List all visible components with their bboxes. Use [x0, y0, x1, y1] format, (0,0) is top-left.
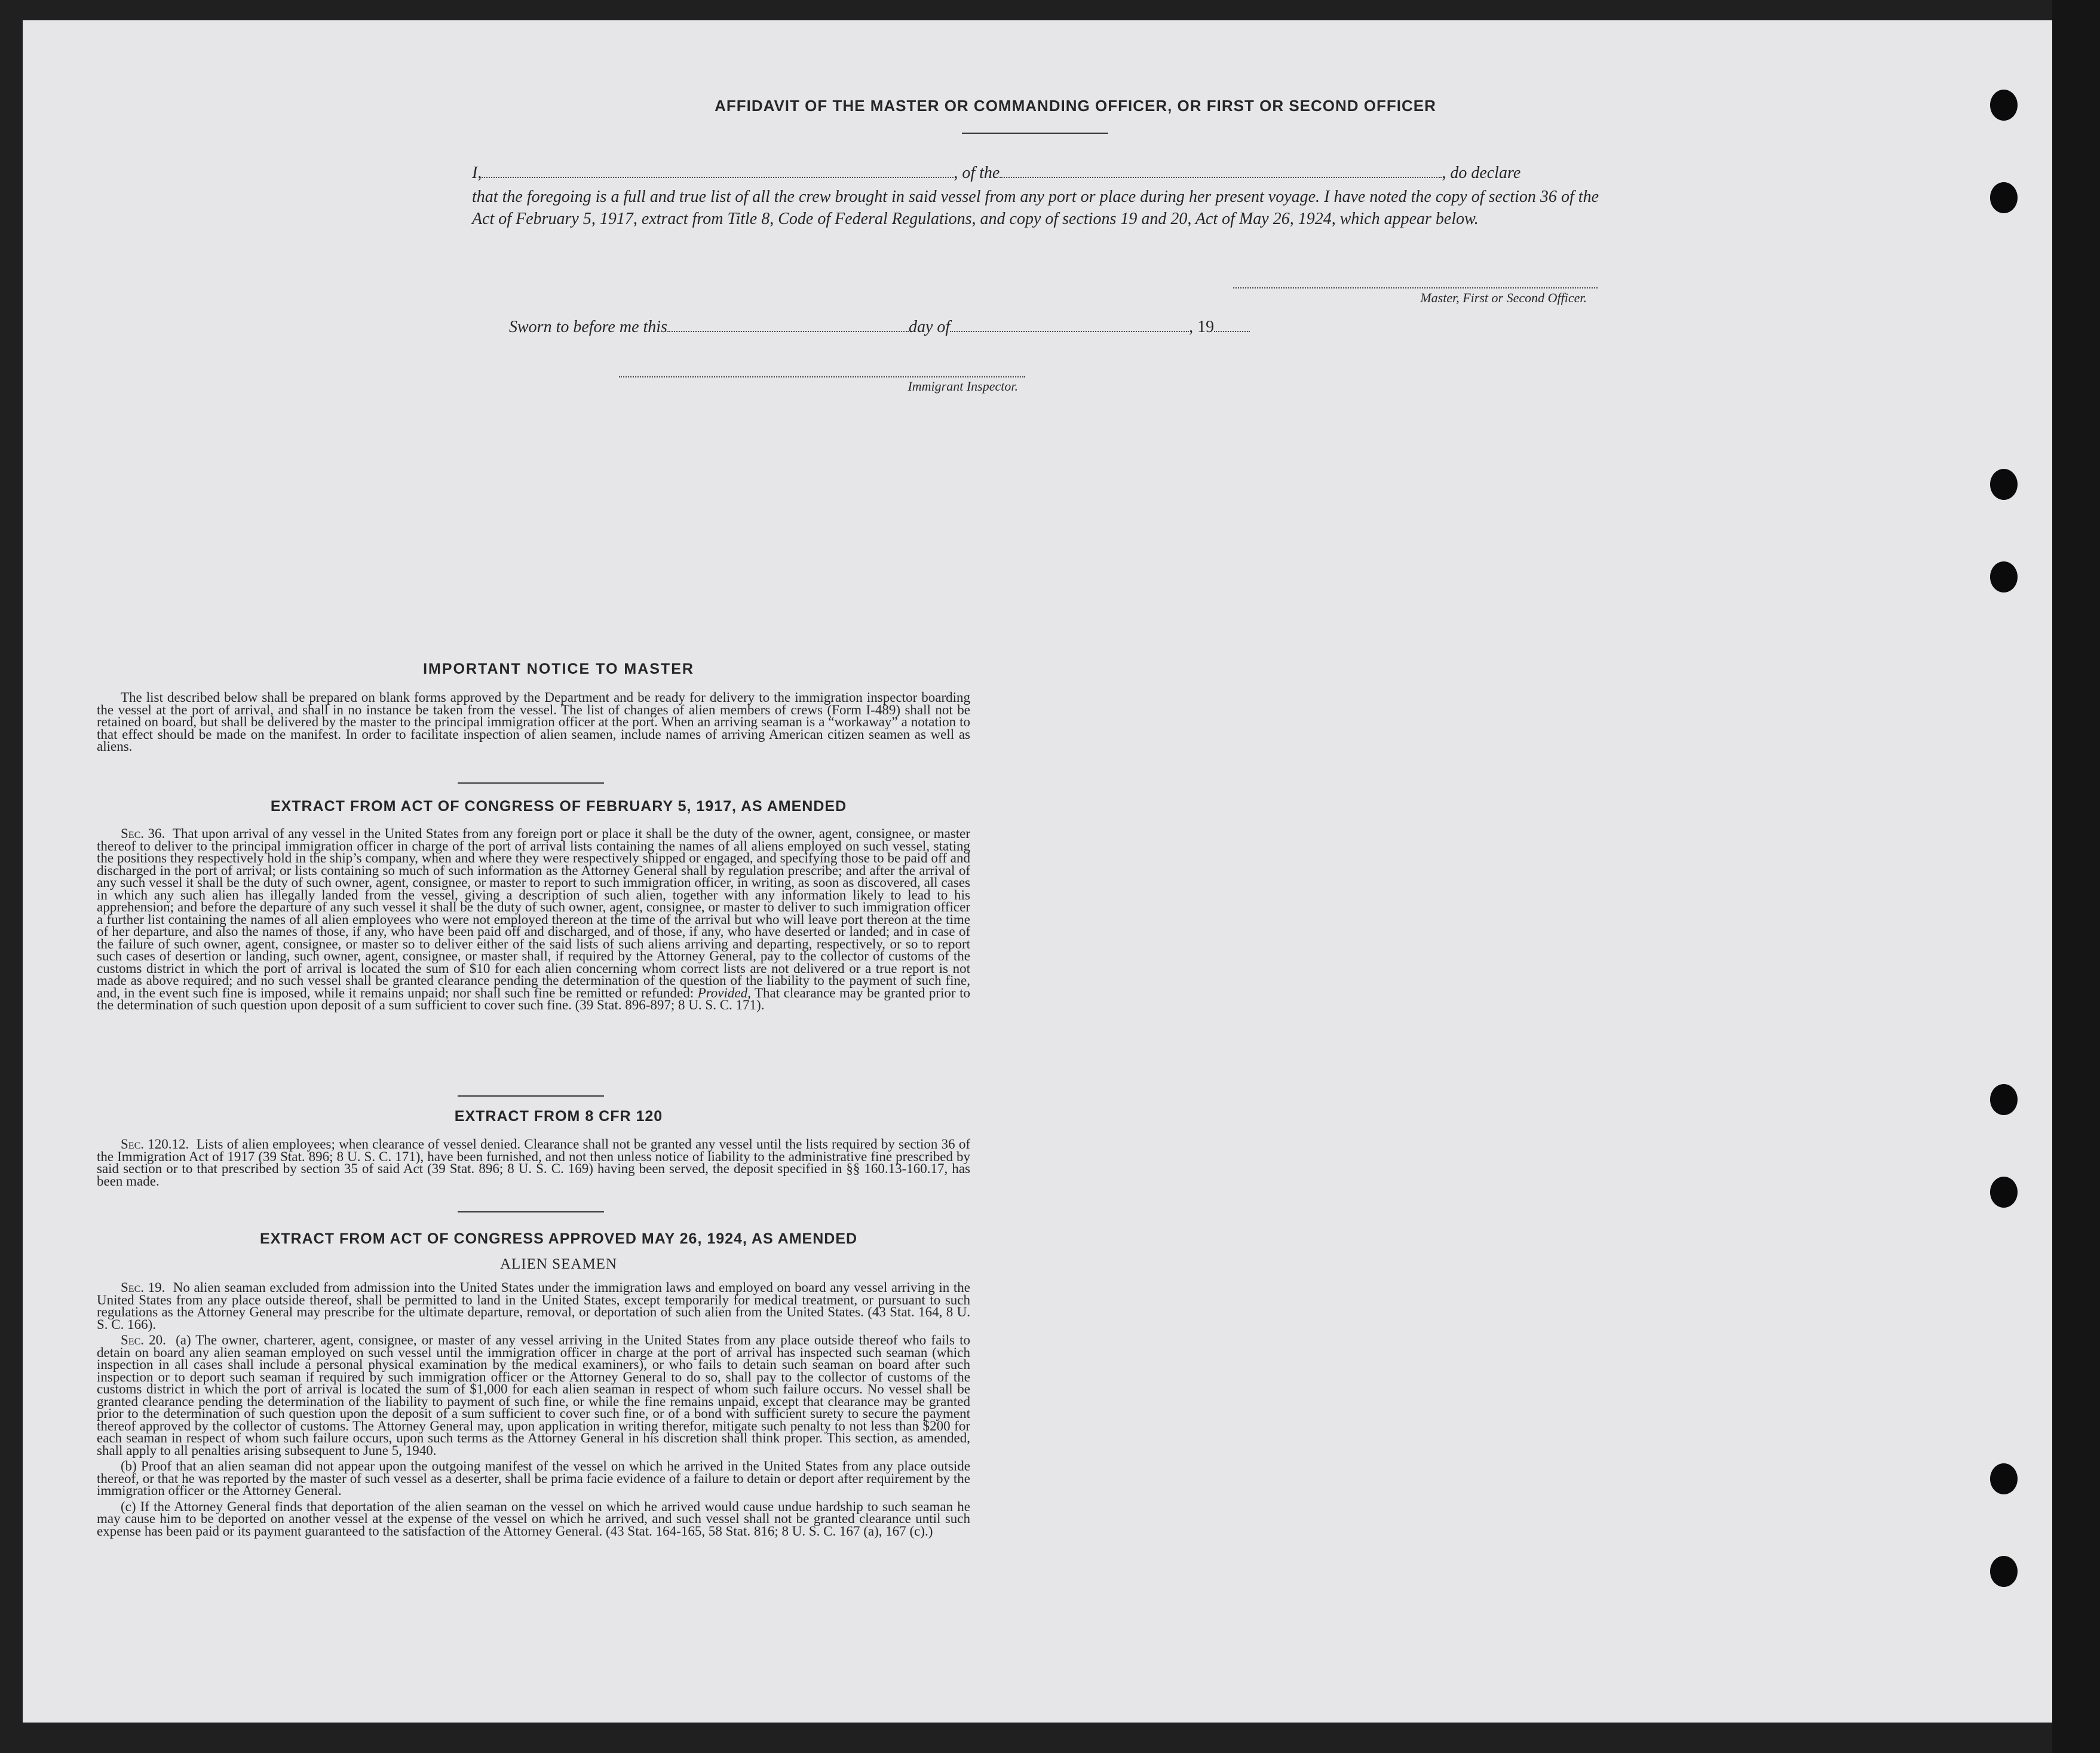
- sworn-line: [509, 318, 1304, 337]
- sec-20b-text: (b) Proof that an alien seaman did not appear upon the outgoing manifest of the vessel on which he arrived in the United States from any place outside thereof, or that he was reported by the master of such vessel as a deserter, shall be prima facie evidence of a failure to detain or deport after requirement by the immigration officer or the Attorney General.: [97, 1459, 970, 1498]
- alien-seamen-subtitle: ALIEN SEAMEN: [499, 1256, 617, 1272]
- affidavit-declare-label: , do declare: [1442, 164, 1521, 182]
- extract-1917-rule: [458, 1095, 604, 1097]
- binder-hole-5: [1990, 1084, 2018, 1115]
- affidavit-i-label: I,: [472, 164, 482, 182]
- sworn-day-label: day of: [908, 318, 951, 336]
- sec-19-label: Sec. 19.: [121, 1280, 165, 1295]
- affidavit-of-label: , of the: [954, 164, 1000, 182]
- affiant-name-field[interactable]: [482, 164, 954, 178]
- notice-text: [97, 692, 970, 753]
- sec-36-label: Sec. 36.: [121, 826, 165, 841]
- notice-title: IMPORTANT NOTICE TO MASTER: [423, 661, 694, 677]
- extract-cfr-text: [97, 1138, 970, 1187]
- affidavit-line-1: [472, 164, 1599, 183]
- binder-hole-7: [1990, 1463, 2018, 1494]
- binder-hole-8: [1990, 1556, 2018, 1587]
- sec-20a-text: (a) The owner, charterer, agent, consignee, or master of any vessel arriving in the United States from any place outside thereof who fails to detain on board any alien seaman employed on such vessel until the immigration officer in charge at the port of arrival has inspected such seaman (which inspection in all cases shall include a personal physical examination by the medical examiners), or who fails to detain such seaman on board after such inspection or to deport such seaman if required by such immigration officer or the Attorney General to do so, shall pay to the collector of customs of the customs district in which the port of arrival is located the sum of $1,000 for each alien seaman in respect of whom such failure occurs. No vessel shall be granted clearance pending the determination of the liability to payment of such fine, or while the fine remains unpaid, except that clearance may be granted prior to the determination of such question upon the deposit of a sum sufficient to cover such fine, or of a bond with sufficient surety to secure the payment thereof approved by the collector of customs. The Attorney General may, upon application in writing therefor, mitigate such penalty to not less than $200 for each seaman in respect of whom such failure occurs, upon such terms as the Attorney General in his discretion shall think proper. This section, as amended, shall apply to all penalties arising subsequent to June 5, 1940.: [97, 1333, 971, 1458]
- sworn-year-label: , 19: [1189, 318, 1215, 336]
- sec-120-text: Lists of alien employees; when clearance of vessel denied. Clearance shall not be granted any vessel until the lists required by section 36 of the Immigration Act of 1917 (39 Stat. 896; 8 U. S. C. 171), have been furnished, and not then unless notice of liability to the administrative fine prescribed by said section or to that prescribed by section 35 of said Act (39 Stat. 896; 8 U. S. C. 169) having been served, the deposit specified in §§ 160.13-160.17, has been made.: [97, 1137, 970, 1189]
- inspector-label: Immigrant Inspector.: [908, 379, 1018, 394]
- affidavit-title-rule: [962, 133, 1108, 134]
- extract-1917-text: [97, 828, 970, 1012]
- master-signature-field[interactable]: [1233, 272, 1598, 288]
- bleed-through-text: [896, 36, 2031, 143]
- proviso-word: Provided,: [697, 985, 751, 1000]
- sworn-year-field[interactable]: [1214, 318, 1250, 332]
- extract-cfr-rule: [458, 1211, 604, 1212]
- extract-1917-title: EXTRACT FROM ACT OF CONGRESS OF FEBRUARY 5, 1917, AS AMENDED: [270, 798, 847, 815]
- sec-20-label: Sec. 20.: [121, 1333, 166, 1347]
- notice-paragraph: The list described below shall be prepared on blank forms approved by the Department and be ready for delivery to the immigration inspector boarding the vessel at the port of arrival, and shall in no instance be taken from the vessel. The list of changes of alien members of crews (Form I-489) shall not be retained on board, but shall be delivered by the master to the principal immigration officer at the port. When an arriving seaman is a “workaway” a notation to that effect should be made on the manifest. In order to facilitate inspection of alien seamen, include names of arriving American citizen seamen as well as aliens.: [97, 690, 970, 754]
- binder-hole-4: [1990, 561, 2018, 592]
- binder-hole-2: [1990, 182, 2018, 213]
- inspector-signature-field[interactable]: [619, 361, 1025, 377]
- sworn-month-field[interactable]: [950, 318, 1189, 332]
- binder-hole-6: [1990, 1177, 2018, 1208]
- sworn-label: Sworn to before me this: [509, 318, 667, 336]
- notice-rule: [458, 782, 604, 784]
- extract-1924-title: EXTRACT FROM ACT OF CONGRESS APPROVED MAY 26, 1924, AS AMENDED: [259, 1230, 858, 1247]
- affidavit-title: AFFIDAVIT OF THE MASTER OR COMMANDING OFFICER, OR FIRST OR SECOND OFFICER: [715, 97, 1436, 115]
- master-signature-label: Master, First or Second Officer.: [1420, 290, 1587, 305]
- scan-edge: [2052, 0, 2100, 1753]
- proviso-text: That clearance may be granted prior to the determination of such question upon deposit of a sum sufficient to cover such fine. (39 Stat. 896-897; 8 U. S. C. 171).: [97, 985, 970, 1012]
- sec-120-label: Sec. 120.12.: [121, 1137, 189, 1152]
- sec-36-text: That upon arrival of any vessel in the United States from any foreign port or place it shall be the duty of the owner, agent, consignee, or master thereof to deliver to the principal immigration officer in charge of the port of arrival lists containing the names of all aliens employed on such vessel, stating the positions they respectively hold in the ship’s company, when and where they were respectively shipped or engaged, and specifying those to be paid off and discharged in the port of arrival; or lists containing so much of such information as the Attorney General shall by regulation prescribe; and after the arrival of any such vessel it shall be the duty of such owner, agent, consignee, or master to report to such immigration officer, in writing, as soon as discovered, all cases in which any such alien has illegally landed from the vessel, giving a description of such alien, together with any information likely to lead to his apprehension; and before the departure of any such vessel it shall be the duty of such owner, agent, consignee, or master to deliver to such immigration officer a further list containing the names of all alien employees who were not employed thereon at the time of the arrival but who will leave port thereon at the time of her departure, and also the names of those, if any, who have been paid off and discharged, and of those, if any, who have deserted or landed; and in case of the failure of such owner, agent, consignee, or master so to deliver either of the said lists of such aliens arriving and departing, respectively, or so to report such cases of desertion or landing, such owner, agent, consignee, or master shall, if required by the Attorney General, pay to the collector of customs of the customs district in which the port of arrival is located the sum of $10 for each alien concerning whom correct lists are not delivered or a true report is not made as above required; and no such vessel shall be granted clearance pending the determination of the question of the liability to the payment of such fine, and, in the event such fine is imposed, while it remains unpaid; nor shall such fine be remitted or refunded:: [97, 826, 970, 1000]
- binder-hole-1: [1990, 90, 2018, 121]
- binder-hole-3: [1990, 469, 2018, 500]
- vessel-name-field[interactable]: [1000, 164, 1442, 178]
- sworn-day-field[interactable]: [667, 318, 909, 332]
- extract-cfr-title: EXTRACT FROM 8 CFR 120: [454, 1108, 663, 1125]
- affidavit-declaration: that the foregoing is a full and true list of all the crew brought in said vessel from any port or place during her present voyage. I have noted the copy of section 36 of the Act of February 5, 1917, extract from Title 8, Code of Federal Regulations, and copy of sections 19 and 20, Act of May 26, 1924, which appear below.: [472, 188, 1599, 228]
- sec-20c-text: (c) If the Attorney General finds that deportation of the alien seaman on the vessel on which he arrived would cause undue hardship to such seaman he may cause him to be deported on another vessel at the expense of the vessel on which he arrived, and such vessel shall not be granted clearance until such expense has been paid or its payment guaranteed to the satisfaction of the Attorney General. (43 Stat. 164-165, 58 Stat. 816; 8 U. S. C. 167 (a), 167 (c).): [97, 1499, 970, 1539]
- extract-1924-text: [97, 1282, 970, 1537]
- sec-19-text: No alien seaman excluded from admission into the United States under the immigration laws and employed on board any vessel arriving in the United States from any place outside thereof, shall be permitted to land in the United States, except temporarily for medical treatment, or pursuant to such regulations as the Attorney General may prescribe for the ultimate departure, removal, or deportation of such alien from the United States. (43 Stat. 164, 8 U. S. C. 166).: [97, 1280, 971, 1332]
